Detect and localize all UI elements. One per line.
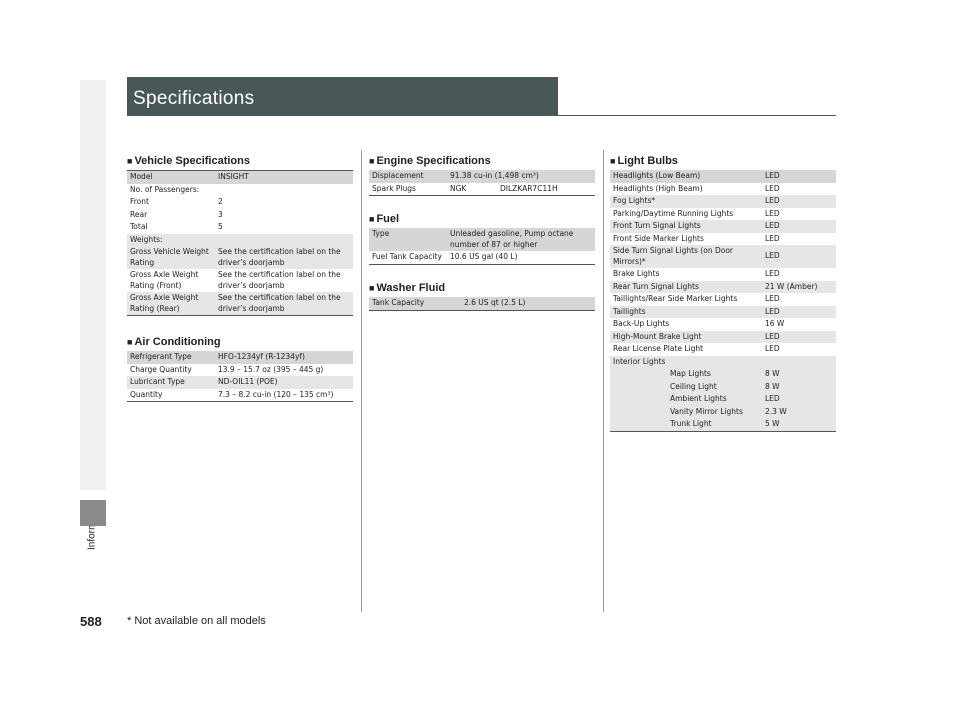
section-heading: ■ Air Conditioning <box>127 336 221 348</box>
cell: Rear <box>130 209 148 219</box>
cell: Charge Quantity <box>130 364 192 374</box>
cell: LED <box>765 183 780 193</box>
cell: Taillights <box>610 306 762 319</box>
washer-fluid-table <box>369 297 595 311</box>
light-bulbs-section <box>610 154 836 432</box>
washer-fluid-section <box>369 281 595 311</box>
light-bulbs-table <box>610 170 836 432</box>
cell: LED <box>762 393 836 406</box>
cell: Type <box>369 228 447 251</box>
cell: HFO-1234yf (R-1234yf) <box>215 351 353 364</box>
cell: 13.9 – 15.7 oz (395 – 445 g) <box>218 364 324 374</box>
cell: LED <box>765 233 780 243</box>
cell: Fuel Tank Capacity <box>372 252 442 261</box>
air-conditioning-table <box>127 351 353 402</box>
cell: Map Lights <box>610 368 762 381</box>
title-underline <box>558 115 836 116</box>
washer-heading: Washer Fluid <box>376 282 446 294</box>
cell: Ceiling Light <box>610 381 762 394</box>
vehicle-specs-section <box>127 154 353 316</box>
section-heading: ■ Vehicle Specifications <box>127 155 250 167</box>
cell <box>215 184 353 197</box>
side-tab <box>80 80 106 490</box>
cell: Quantity <box>130 389 163 399</box>
cell: 2 <box>218 197 223 206</box>
cell: Taillights/Rear Side Marker Lights <box>613 294 738 303</box>
fuel-section <box>369 212 595 265</box>
column-divider-1 <box>361 150 362 612</box>
cell: LED <box>762 195 836 208</box>
cell: Gross Axle Weight Rating (Rear) <box>127 292 215 316</box>
air-heading: Air Conditioning <box>134 336 221 348</box>
cell: Displacement <box>369 170 447 183</box>
page-number: 588 <box>80 614 102 629</box>
section-heading: ■ Engine Specifications <box>369 155 491 167</box>
cell: 21 W (Amber) <box>762 281 836 294</box>
cell: Ambient Lights <box>610 393 762 406</box>
section-heading: ■ Fuel <box>369 213 400 225</box>
engine-specs-table <box>369 170 595 196</box>
cell: Front Turn Signal Lights <box>610 220 762 233</box>
vehicle-heading: Vehicle Specifications <box>134 155 250 167</box>
cell: LED <box>762 220 836 233</box>
cell: Lubricant Type <box>127 376 215 389</box>
cell: Fog Lights* <box>610 195 762 208</box>
fuel-table <box>369 228 595 265</box>
cell: Refrigerant Type <box>127 351 215 364</box>
cell: NGK <box>450 183 467 193</box>
footnote: * Not available on all models <box>127 615 266 627</box>
cell: Back-Up Lights <box>613 319 670 328</box>
bulbs-heading: Light Bulbs <box>617 155 678 167</box>
cell: Interior Lights <box>610 356 762 369</box>
cell: Trunk Light <box>610 418 762 431</box>
engine-heading: Engine Specifications <box>376 155 491 167</box>
cell: LED <box>765 294 780 303</box>
cell: 8 W <box>762 381 836 394</box>
vehicle-specs-table <box>127 170 353 316</box>
cell: Brake Lights <box>613 269 660 278</box>
engine-specs-section <box>369 154 595 196</box>
cell: LED <box>762 331 836 344</box>
cell: 10.6 US gal (40 L) <box>450 252 518 261</box>
cell: No. of Passengers: <box>130 184 200 194</box>
fuel-heading: Fuel <box>376 213 400 225</box>
cell: 91.38 cu-in (1,498 cm³) <box>447 170 595 183</box>
cell: Gross Axle Weight Rating (Front) <box>130 270 199 290</box>
cell: See the certification label on the driver’s doorjamb <box>215 292 353 316</box>
cell: See the certification label on the driver’s doorjamb <box>215 246 353 269</box>
air-conditioning-section <box>127 335 353 402</box>
page-title: Specifications <box>133 88 255 109</box>
cell: 8 W <box>762 368 836 381</box>
cell: Total <box>130 222 148 231</box>
cell <box>215 234 353 247</box>
side-tab-marker <box>80 500 106 526</box>
cell: 5 W <box>762 418 836 431</box>
cell: 5 <box>218 222 223 231</box>
cell: Headlights (High Beam) <box>613 183 703 193</box>
cell: Headlights (Low Beam) <box>610 170 762 183</box>
cell: Tank Capacity <box>369 297 461 310</box>
cell: Unleaded gasoline, Pump octane number of 87 or higher <box>447 228 595 251</box>
cell: 7.3 – 8.2 cu-in (120 – 135 cm³) <box>218 389 334 399</box>
cell: LED <box>762 245 836 268</box>
cell: Side Turn Signal Lights (on Door Mirrors)* <box>610 245 762 268</box>
cell: LED <box>762 170 836 183</box>
cell: 2.6 US qt (2.5 L) <box>461 297 595 310</box>
cell: 2.3 W <box>762 406 836 419</box>
cell: 16 W <box>765 319 785 328</box>
column-divider-2 <box>603 150 604 612</box>
cell: 3 <box>218 209 223 219</box>
cell: LED <box>765 344 780 353</box>
cell: LED <box>765 208 780 218</box>
cell: INSIGHT <box>215 171 353 184</box>
cell: ND-OIL11 (POE) <box>215 376 353 389</box>
cell: LED <box>765 269 780 278</box>
cell: Rear Turn Signal Lights <box>610 281 762 294</box>
cell: DILZKAR7C11H <box>500 183 558 193</box>
cell: Rear License Plate Light <box>613 344 704 353</box>
cell: Front <box>130 197 149 206</box>
cell: Vanity Mirror Lights <box>610 406 762 419</box>
cell: See the certification label on the driver’s doorjamb <box>218 270 341 290</box>
section-heading: ■ Washer Fluid <box>369 282 446 294</box>
cell: Parking/Daytime Running Lights <box>613 208 734 218</box>
cell: LED <box>762 306 836 319</box>
cell: Spark Plugs <box>372 183 416 193</box>
section-heading: ■ Light Bulbs <box>610 155 678 167</box>
cell: Model <box>127 171 215 184</box>
cell: High-Mount Brake Light <box>610 331 762 344</box>
cell: Front Side Marker Lights <box>613 233 704 243</box>
cell: Weights: <box>127 234 215 247</box>
cell <box>762 356 836 369</box>
cell: Gross Vehicle Weight Rating <box>127 246 215 269</box>
